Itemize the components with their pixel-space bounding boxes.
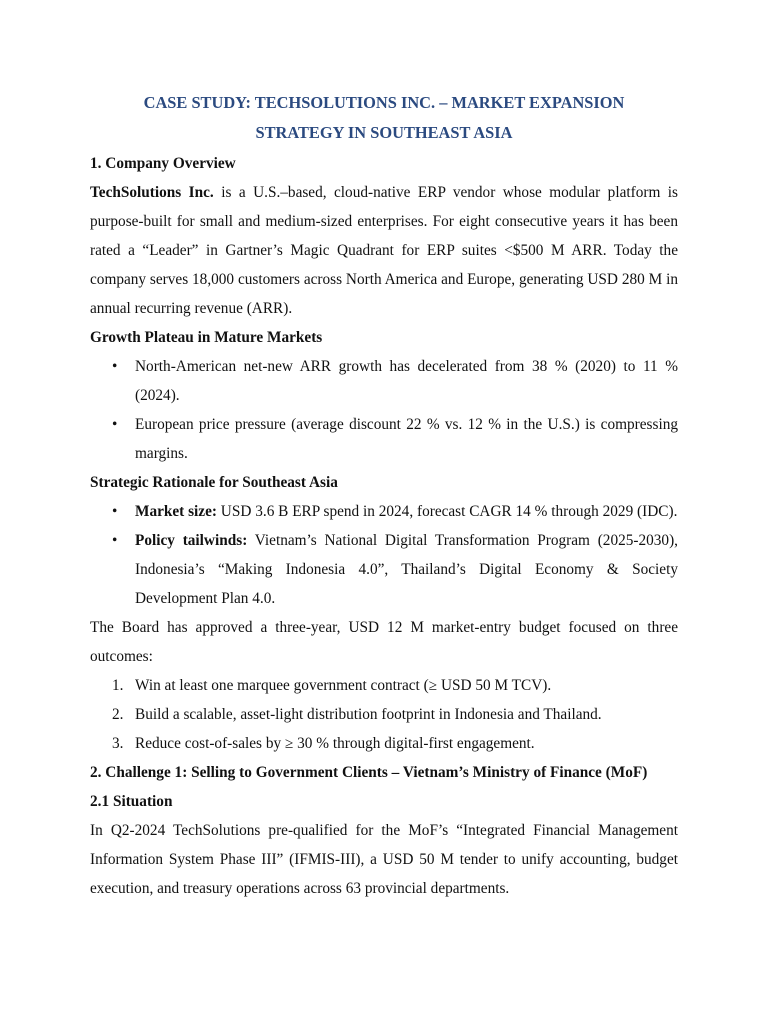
list-item-label: Market size: xyxy=(135,503,217,520)
list-item-text: Vietnam’s National Digital Transformation Program (2025-2030), Indonesia’s “Making Indonesia 4.0”, Thailand’s Digital Economy & Society Development Plan 4.0. xyxy=(135,532,679,607)
growth-plateau-heading: Growth Plateau in Mature Markets xyxy=(90,329,323,346)
list-item-label: Policy tailwinds: xyxy=(135,532,248,549)
situation-paragraph: In Q2-2024 TechSolutions pre-qualified for the MoF’s “Integrated Financial Management Information System Phase III” (IFMIS-III), a USD 50 M tender to unify accounting, budget execution, and treasury operations across 63 provincial departments. xyxy=(90,822,678,897)
strategic-rationale-list xyxy=(90,497,678,613)
list-item-text: Build a scalable, asset-light distribution footprint in Indonesia and Thailand. xyxy=(135,706,602,723)
section-2-heading: 2. Challenge 1: Selling to Government Clients – Vietnam’s Ministry of Finance (MoF) xyxy=(90,764,648,781)
list-item xyxy=(90,352,678,410)
bullet-icon: • xyxy=(112,503,118,520)
bullet-icon: • xyxy=(112,532,118,549)
growth-plateau-list xyxy=(90,352,678,468)
list-item xyxy=(90,700,678,729)
board-budget-paragraph: The Board has approved a three-year, USD 12 M market-entry budget focused on three outcomes: xyxy=(90,619,678,665)
title-line-1: CASE STUDY: TECHSOLUTIONS INC. – MARKET EXPANSION xyxy=(143,93,625,112)
list-item-text: Reduce cost-of-sales by ≥ 30 % through digital-first engagement. xyxy=(135,735,535,752)
document-title xyxy=(90,88,678,148)
list-item xyxy=(90,497,678,526)
strategic-rationale-heading: Strategic Rationale for Southeast Asia xyxy=(90,474,338,491)
bullet-icon: • xyxy=(112,416,118,433)
list-item-text: European price pressure (average discount 22 % vs. 12 % in the U.S.) is compressing margins. xyxy=(135,416,678,462)
list-item xyxy=(90,526,678,613)
list-item xyxy=(90,671,678,700)
outcomes-list xyxy=(90,671,678,758)
list-item xyxy=(90,410,678,468)
title-line-2: STRATEGY IN SOUTHEAST ASIA xyxy=(255,123,513,142)
list-item-text: North-American net-new ARR growth has decelerated from 38 % (2020) to 11 % (2024). xyxy=(135,358,678,404)
list-item-text: Win at least one marquee government contract (≥ USD 50 M TCV). xyxy=(135,677,552,694)
list-number: 2. xyxy=(112,706,124,723)
company-name: TechSolutions Inc. xyxy=(90,184,214,201)
list-item-text: USD 3.6 B ERP spend in 2024, forecast CAGR 14 % through 2029 (IDC). xyxy=(216,503,678,520)
situation-heading: 2.1 Situation xyxy=(90,793,173,810)
company-overview-paragraph xyxy=(90,178,678,323)
list-item xyxy=(90,729,678,758)
company-overview-text: is a U.S.–based, cloud-native ERP vendor whose modular platform is purpose-built for small and medium-sized enterprises. For eight consecutive years it has been rated a “Leader” in Gartner’s Magic Quadrant for ERP suites <$500 M ARR. Today the company serves 18,000 customers across North America and Europe, generating USD 280 M in annual recurring revenue (ARR). xyxy=(90,184,678,317)
bullet-icon: • xyxy=(112,358,118,375)
section-1-heading: 1. Company Overview xyxy=(90,155,236,172)
list-number: 3. xyxy=(112,735,124,752)
list-number: 1. xyxy=(112,677,124,694)
